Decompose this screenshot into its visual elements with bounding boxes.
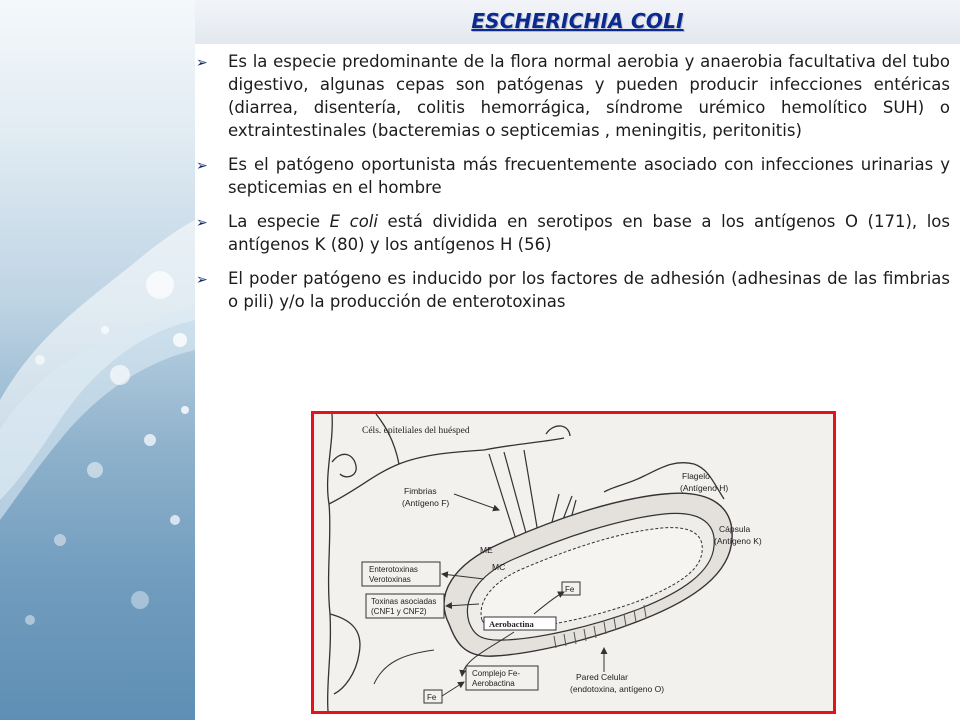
- label-complejo-aerobactina: Aerobactina: [472, 679, 515, 688]
- water-splash-image: [0, 0, 195, 720]
- arrow-bullet-icon: ➢: [196, 272, 208, 288]
- label-complejo: Complejo Fe-: [472, 669, 521, 678]
- bullet-text: Es el patógeno oportunista más frecuentemente asociado con infecciones urinarias y septicemias en el hombre: [228, 155, 950, 197]
- label-aerobactina: Aerobactina: [489, 619, 534, 629]
- label-fe-lower: Fe: [427, 693, 437, 702]
- water-splash-background: [0, 0, 195, 720]
- bullet-list: [196, 50, 950, 324]
- label-enterotoxinas: Enterotoxinas: [369, 565, 418, 574]
- arrow-bullet-icon: ➢: [196, 158, 208, 174]
- label-host-cells: Céls. epiteliales del huésped: [362, 426, 470, 436]
- label-toxinas-asociadas: Toxinas asociadas: [371, 597, 437, 606]
- bullet-text: El poder patógeno es inducido por los factores de adhesión (adhesinas de las fimbrias o pili) y/o la producción de enterotoxinas: [228, 269, 950, 311]
- label-pared-celular: Pared Celular: [576, 672, 628, 682]
- title-bar: [195, 0, 960, 44]
- bullet-item: [196, 50, 950, 142]
- bullet-item: [196, 210, 950, 256]
- label-mc: MC: [492, 562, 506, 572]
- bullet-text-post: está dividida en serotipos en base a los antígenos O (171), los antígenos K (80) y los antígenos H (56): [228, 212, 950, 254]
- page-title: ESCHERICHIA COLI: [471, 9, 684, 33]
- bullet-item: [196, 267, 950, 313]
- label-me: ME: [480, 545, 493, 555]
- label-fimbrias: Fimbrias: [404, 486, 437, 496]
- bullet-item: [196, 153, 950, 199]
- ecoli-diagram-figure: [311, 411, 836, 714]
- species-name: E coli: [329, 212, 378, 231]
- label-flagelo: Flagelo: [682, 471, 710, 481]
- label-fe-upper: Fe: [565, 585, 575, 594]
- label-verotoxinas: Verotoxinas: [369, 575, 411, 584]
- bullet-text-pre: La especie: [228, 212, 330, 231]
- label-antigeno-h: (Antígeno H): [680, 483, 729, 493]
- arrow-bullet-icon: ➢: [196, 55, 208, 71]
- label-antigeno-f: (Antígeno F): [402, 498, 450, 508]
- label-endotoxina: (endotoxina, antígeno O): [570, 684, 665, 694]
- arrow-bullet-icon: ➢: [196, 215, 208, 231]
- ecoli-diagram: [314, 414, 833, 711]
- label-capsula: Cápsula: [719, 524, 751, 534]
- label-antigeno-k: (Antígeno K): [714, 536, 762, 546]
- label-cnf: (CNF1 y CNF2): [371, 607, 427, 616]
- bullet-text: Es la especie predominante de la flora normal aerobia y anaerobia facultativa del tubo digestivo, algunas cepas son patógenas y pueden producir infecciones entéricas (diarrea, disentería, colitis hemorrágica, síndrome urémico hemolítico SUH) o extraintestinales (bacteremias o septicemias , meningitis, peritonitis): [228, 52, 950, 140]
